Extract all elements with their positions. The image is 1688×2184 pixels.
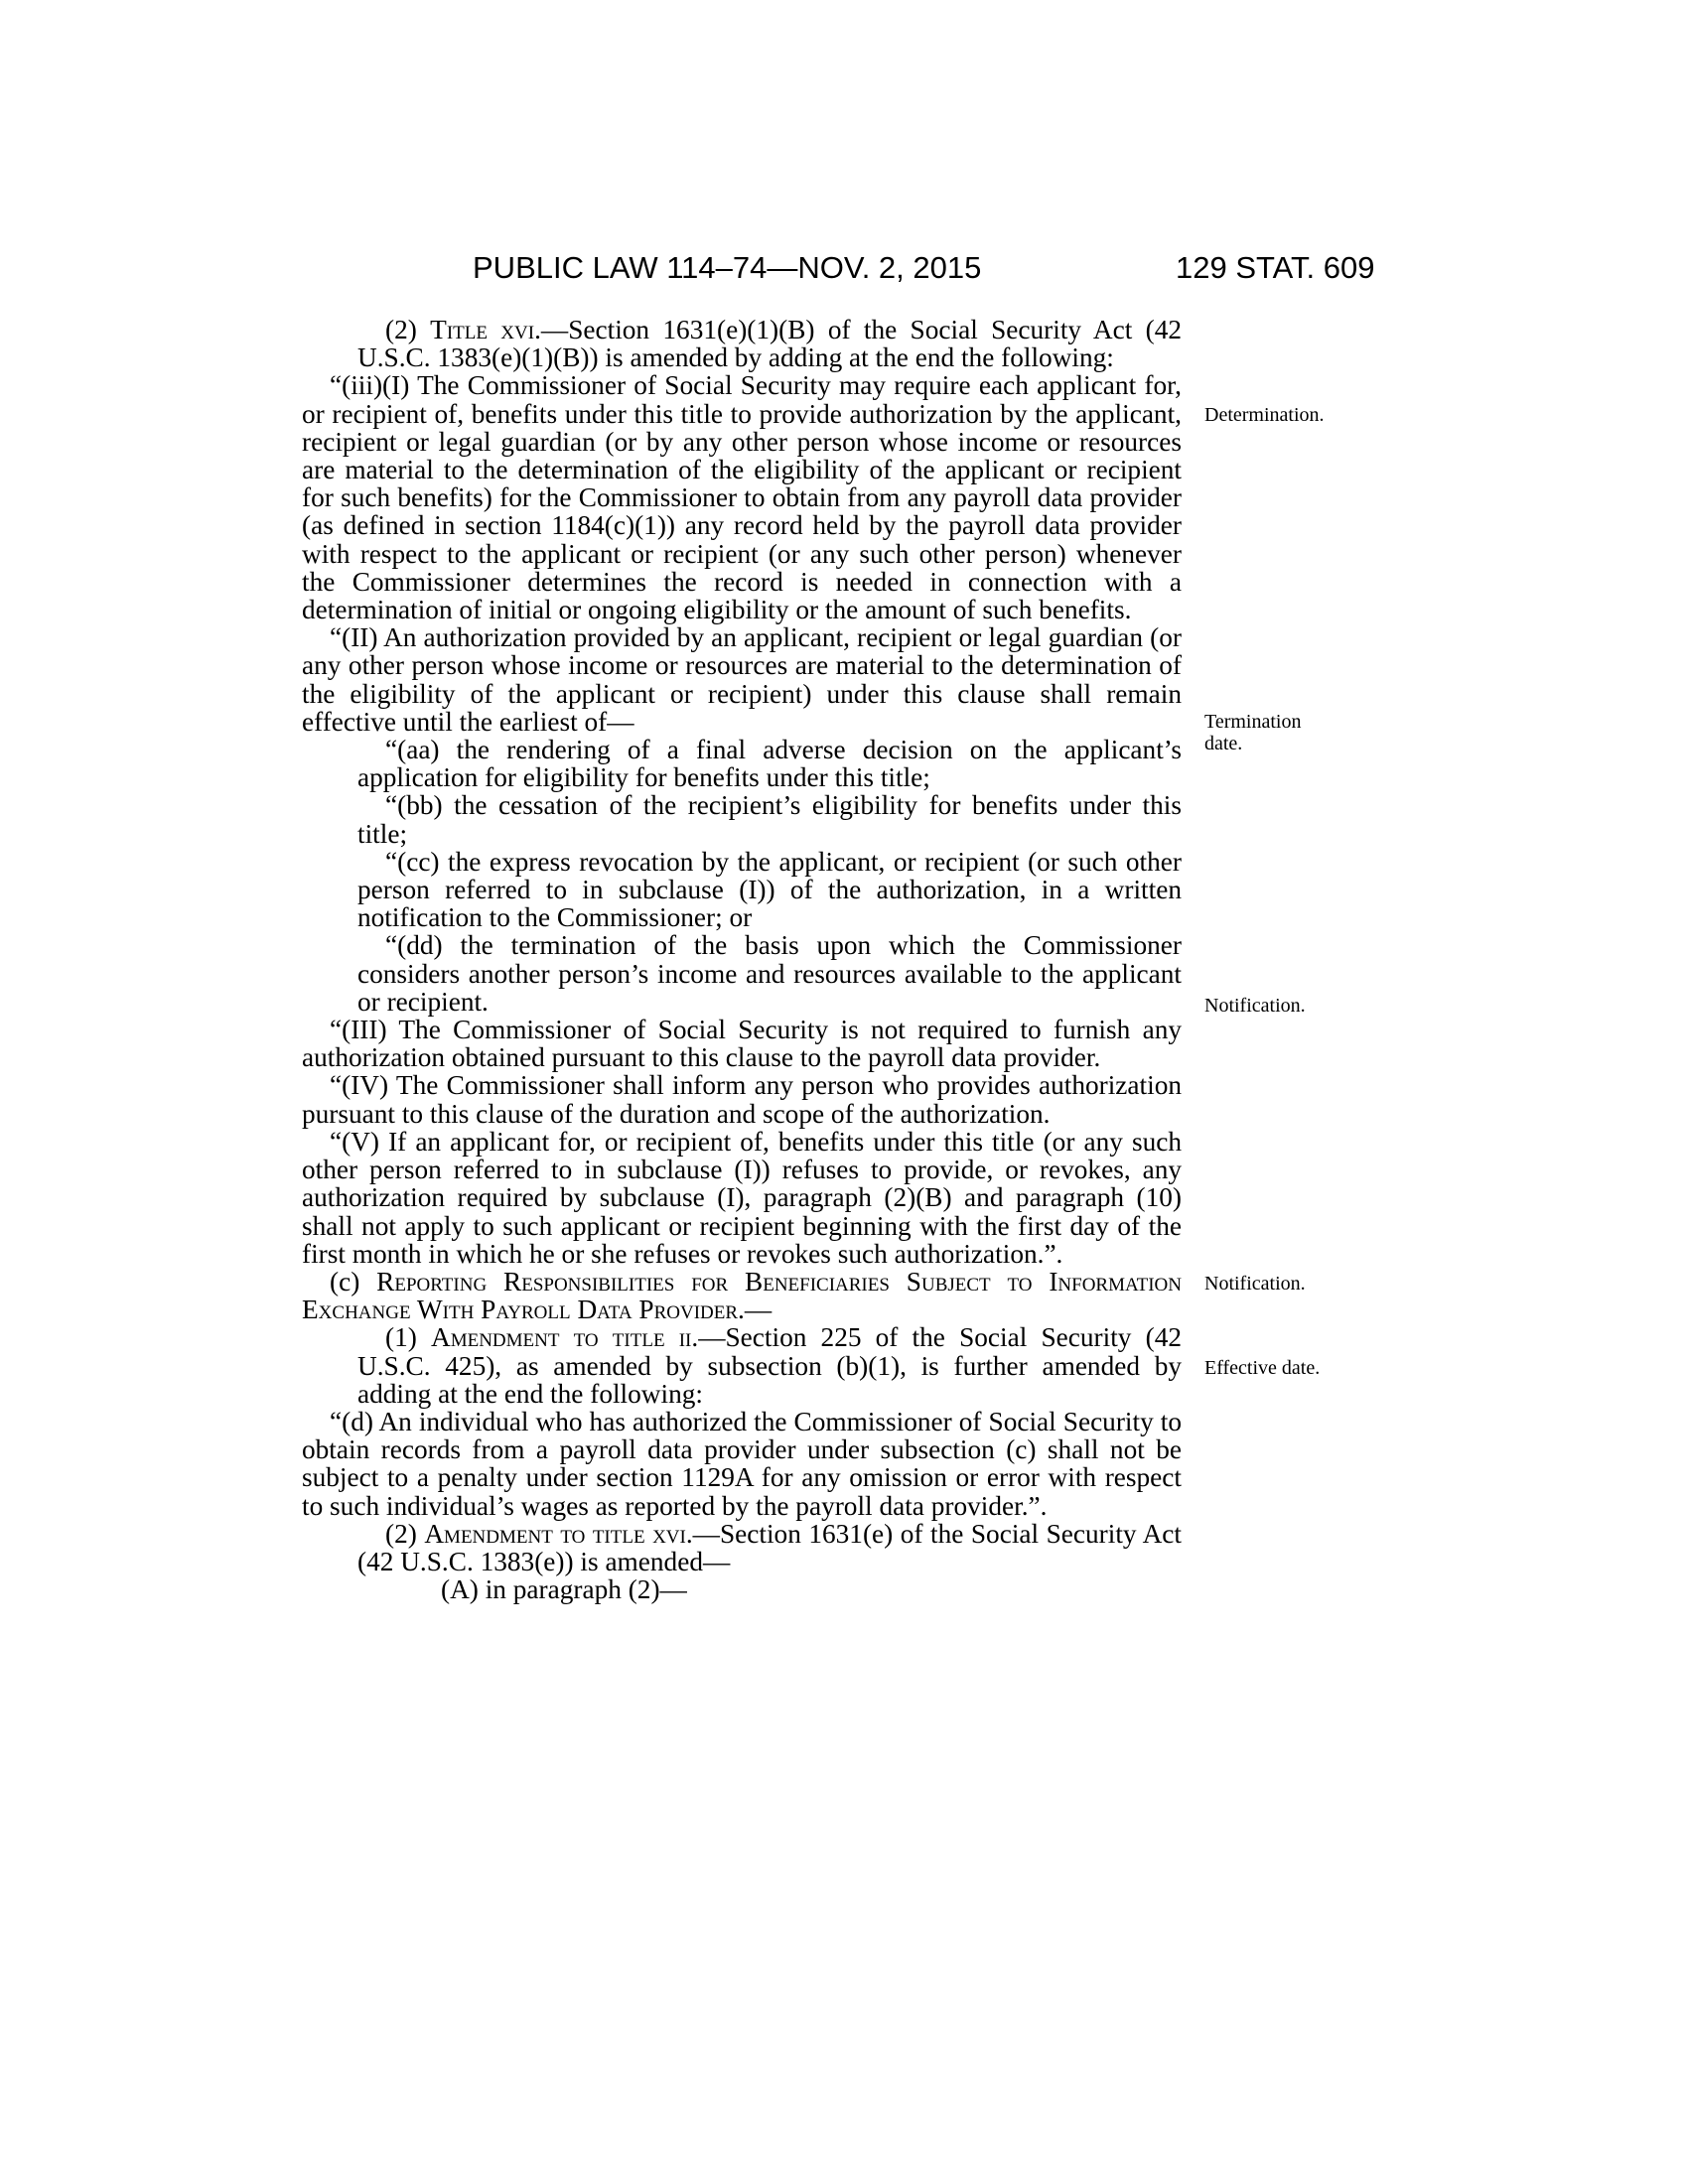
margin-note-effective-date: Effective date. xyxy=(1204,1357,1321,1379)
item-cc: “(cc) the express revocation by the applicant, or recipient (or such other person referred to in subclause (I)) of the authorization, in a written notification to the Commissioner; or xyxy=(357,846,1182,933)
paragraph-title-xvi-amendment: (2) Title xvi.—Section 1631(e)(1)(B) of the Social Security Act (42 U.S.C. 1383(e)(1)(B)) is amended by adding at the end the following: xyxy=(357,315,1183,373)
subsection-d: “(d) An individual who has authorized the Commissioner of Social Security to obtain records from a payroll data provider under subsection (c) shall not be subject to a penalty under section 1129A for any omission or error with respect to such individual’s wages as reported by the payroll data provider.”. xyxy=(302,1406,1182,1521)
clause-IV: “(IV) The Commissioner shall inform any person who provides authorization pursuant to this clause of the duration and scope of the authorization. xyxy=(302,1070,1182,1129)
clause-III: “(III) The Commissioner of Social Security is not required to furnish any authorization obtained pursuant to this clause to the payroll data provider. xyxy=(302,1015,1182,1073)
running-head-title: PUBLIC LAW 114–74—NOV. 2, 2015 xyxy=(473,250,982,285)
subparagraph-A: (A) in paragraph (2)— xyxy=(441,1574,687,1605)
statute-text xyxy=(302,316,1182,1603)
page-stat-number: 129 STAT. 609 xyxy=(1176,250,1375,285)
paragraph-2-title-xvi: (2) Amendment to title xvi.—Section 1631(e) of the Social Security Act (42 U.S.C. 1383(e)) is amended— xyxy=(357,1518,1182,1576)
clause-V: “(V) If an applicant for, or recipient of, benefits under this title (or any such other person referred to in subclause (I)) refuses to provide, or revokes, any authorization required by subclause (I), paragraph (2)(B) and paragraph (10) shall not apply to such applicant or recipient beginning with the first day of the first month in which he or she refuses or revokes such authorization.”. xyxy=(302,1126,1182,1269)
margin-note-notification-2: Notification. xyxy=(1204,1273,1306,1295)
item-aa: “(aa) the rendering of a final adverse decision on the applicant’s application for eligibility for benefits under this title; xyxy=(357,735,1182,793)
margin-note-notification-1: Notification. xyxy=(1204,995,1306,1017)
margin-note-determination: Determination. xyxy=(1204,404,1325,426)
clause-II: “(II) An authorization provided by an applicant, recipient or legal guardian (or any other person whose income or resources are material to the determination of the eligibility of the applicant or recipient) under this clause shall remain effective until the earliest of— xyxy=(302,622,1182,737)
margin-note-termination-date: Termination date. xyxy=(1204,711,1302,754)
item-bb: “(bb) the cessation of the recipient’s eligibility for benefits under this title; xyxy=(357,790,1182,849)
paragraph-1-title-ii: (1) Amendment to title ii.—Section 225 of the Social Security (42 U.S.C. 425), as amended by subsection (b)(1), is further amended by adding at the end the following: xyxy=(357,1322,1182,1409)
clause-iii-I: “(iii)(I) The Commissioner of Social Security may require each applicant for, or recipient of, benefits under this title to provide authorization by the applicant, recipient or legal guardian (or by any other person whose income or resources are material to the determination of the eligibility of the applicant or recipient for such benefits) for the Commissioner to obtain from any payroll data provider (as defined in section 1184(c)(1)) any record held by the payroll data provider with respect to the applicant or recipient (or any such other person) whenever the Commissioner determines the record is needed in connection with a determination of initial or ongoing eligibility or the amount of such benefits. xyxy=(302,370,1182,625)
subsection-c-heading: (c) Reporting Responsibilities for Beneficiaries Subject to Information Exchange With Payroll Data Provider.— xyxy=(302,1266,1182,1325)
item-dd: “(dd) the termination of the basis upon which the Commissioner considers another person’s income and resources available to the applicant or recipient. xyxy=(357,930,1182,1017)
